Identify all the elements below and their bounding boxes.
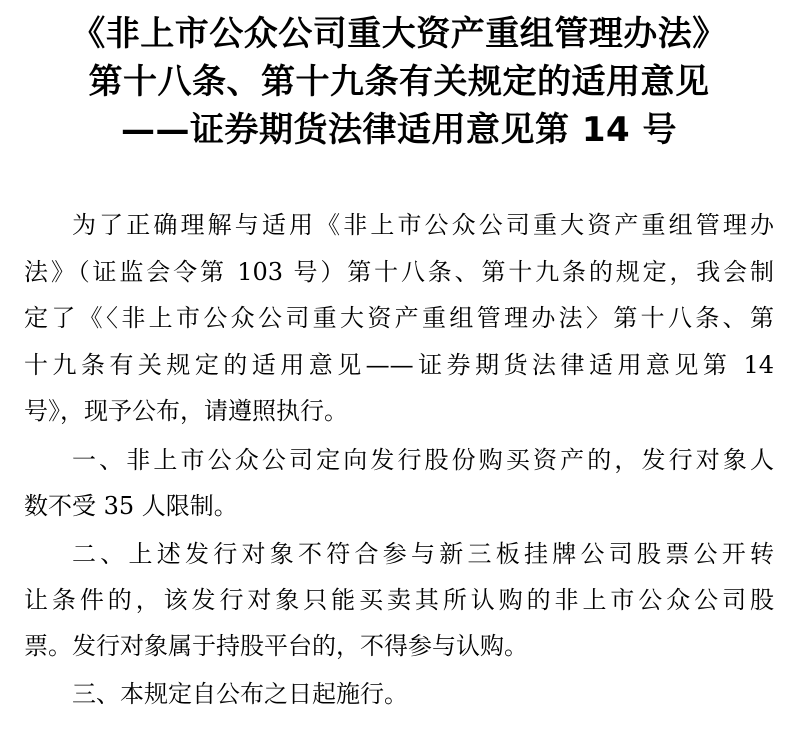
- article-two-line: 票。发行对象属于持股平台的，不得参与认购。: [24, 632, 528, 660]
- article-two-line: 二、上述发行对象不符合参与新三板挂牌公司股票公开转: [72, 540, 774, 568]
- paragraph-line: 号》，现予公布，请遵照执行。: [24, 397, 348, 425]
- document-title-line-2: 第十八条、第十九条有关规定的适用意见: [88, 62, 710, 102]
- document-title-line-1: 《非上市公众公司重大资产重组管理办法》: [71, 14, 727, 54]
- article-three-line: 三、本规定自公布之日起施行。: [72, 680, 408, 708]
- article-one-line: 数不受 35 人限制。: [24, 492, 238, 520]
- article-two-line: 让条件的，该发行对象只能买卖其所认购的非上市公众公司股: [24, 586, 774, 614]
- paragraph-line: 十九条有关规定的适用意见——证券期货法律适用意见第 14: [24, 351, 774, 379]
- article-one-line: 一、非上市公众公司定向发行股份购买资产的，发行对象人: [72, 446, 774, 474]
- paragraph-line: 法》（证监会令第 103 号）第十八条、第十九条的规定，我会制: [24, 258, 774, 286]
- document-title-line-3: ——证券期货法律适用意见第 14 号: [121, 110, 677, 150]
- paragraph-line: 定了《〈非上市公众公司重大资产重组管理办法〉第十八条、第: [24, 304, 774, 332]
- paragraph-line: 为了正确理解与适用《非上市公众公司重大资产重组管理办: [72, 211, 774, 239]
